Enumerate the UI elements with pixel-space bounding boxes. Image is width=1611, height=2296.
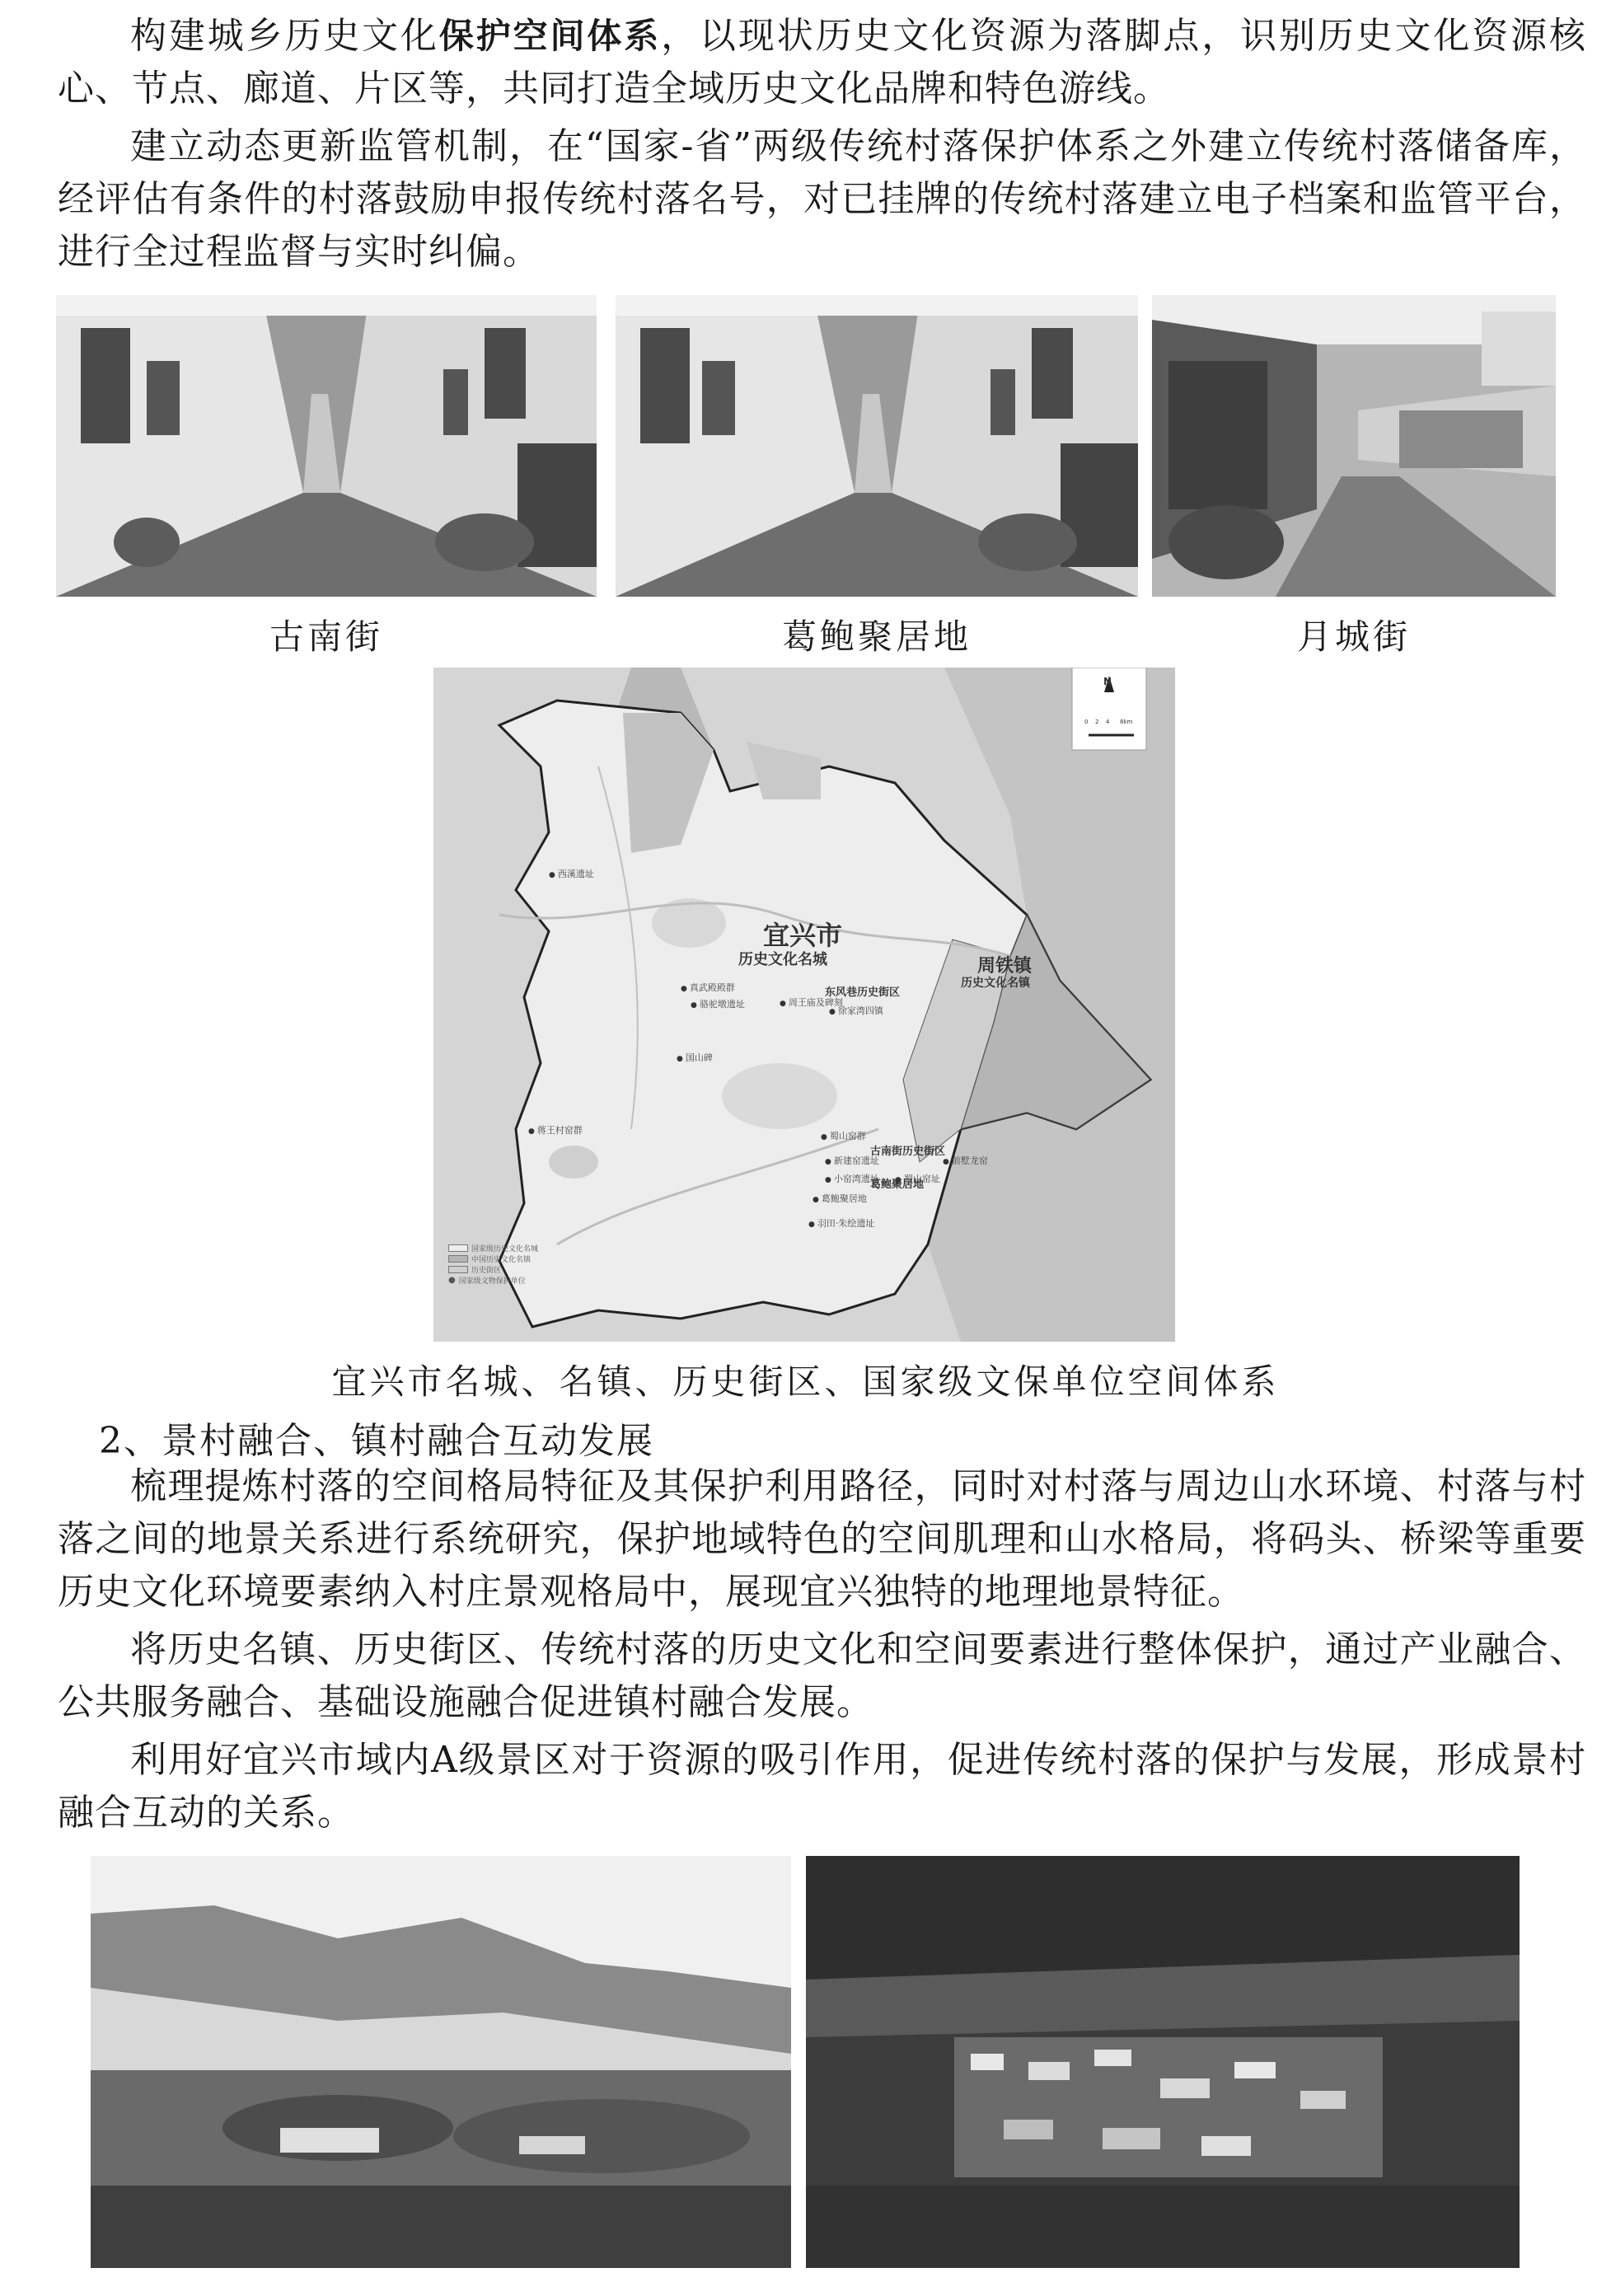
map-site-guoshanbei: ● 国山碑 xyxy=(677,1051,713,1064)
intro-paragraph-2: 建立动态更新监管机制，在“国家-省”两级传统村落保护体系之外建立传统村落储备库，经评估有条件的村落鼓励申报传统村落名号，对已挂牌的传统村落建立电子档案和监管平台，进行全过程监督与实时纠偏。 xyxy=(58,125,1586,273)
map-site-qianshu: ● 前墅龙窑 xyxy=(943,1154,988,1167)
legend-item: 国家级历史文化名城 xyxy=(448,1243,538,1253)
map-city-name: 宜兴市 xyxy=(763,920,843,951)
section-2-title: 2、景村融合、镇村融合互动发展 xyxy=(99,1420,654,1462)
map-district-gebao: 葛鲍聚居地 xyxy=(870,1178,925,1191)
caption-yuecheng-street: 月城街 xyxy=(1296,616,1411,657)
map-scale-0: 0 xyxy=(1084,719,1089,725)
legend-item: ● 国家级文物保护单位 xyxy=(448,1276,526,1286)
map-city-sub: 历史文化名城 xyxy=(738,951,827,968)
map-site-shushan: ● 蜀山窑群 xyxy=(821,1129,866,1142)
map-site-luotuodun: ● 骆驼墩遗址 xyxy=(691,997,745,1010)
map-site-jiangwang: ● 蒋王村窑群 xyxy=(528,1123,583,1136)
photo-yuecheng-street xyxy=(1152,295,1556,597)
map-caption: 宜兴市名城、名镇、历史街区、国家级文保单位空间体系 xyxy=(331,1361,1280,1402)
photo-landscape-valley xyxy=(91,1856,791,2268)
legend-item: 历史街区 xyxy=(448,1264,538,1275)
map-town-name: 周铁镇 xyxy=(977,956,1033,977)
map-site-zhouwangmiao: ● 周王庙及碑刻 xyxy=(780,996,843,1009)
caption-gunan-street: 古南街 xyxy=(269,616,383,657)
map-site-zhenwudian: ● 真武殿殿群 xyxy=(681,981,735,994)
map-scale-2: 2 xyxy=(1095,719,1099,725)
intro-p1-text-a: 构建城乡历史文化 xyxy=(130,15,439,57)
map-compass: N xyxy=(1103,676,1112,687)
yixing-heritage-map xyxy=(433,668,1175,1342)
intro-paragraph-1 xyxy=(58,10,1586,115)
photo-gebao-settlement xyxy=(616,295,1138,597)
section2-paragraph-3: 利用好宜兴市域内A级景区对于资源的吸引作用，促进传统村落的保护与发展，形成景村融合互动的关系。 xyxy=(58,1739,1586,1834)
map-scale-8: 8km xyxy=(1120,719,1133,725)
map-town-sub: 历史文化名镇 xyxy=(961,977,1030,990)
intro-p1-text-b: ，以现状历史文化资源为落脚点，识别历史文化资源核心、节点、廊道、片区等，共同打造全域历史文化品牌和特色游线。 xyxy=(58,15,1586,110)
map-site-shushanyao: ● 蜀山窑址 xyxy=(895,1172,940,1185)
map-site-xujiawan: ● 徐家湾四镇 xyxy=(829,1004,883,1017)
map-scale-4: 4 xyxy=(1106,719,1110,725)
photo-gunan-street xyxy=(56,295,597,597)
map-site-xinjianyao: ● 新建窑遗址 xyxy=(825,1154,879,1167)
map-district-dongfeng: 东风巷历史街区 xyxy=(825,986,901,999)
section2-paragraph-2: 将历史名镇、历史街区、传统村落的历史文化和空间要素进行整体保护，通过产业融合、公共服务融合、基础设施融合促进镇村融合发展。 xyxy=(58,1628,1586,1723)
map-site-yutian: ● 羽田·朱绘遗址 xyxy=(808,1216,874,1230)
map-site-xiaoyaowan: ● 小窑湾遗址 xyxy=(825,1172,879,1185)
caption-gebao-settlement: 葛鲍聚居地 xyxy=(781,616,972,657)
section2-paragraph-1: 梳理提炼村落的空间格局特征及其保护利用路径，同时对村落与周边山水环境、村落与村落之间的地景关系进行系统研究，保护地域特色的空间肌理和山水格局，将码头、桥梁等重要历史文化环境要素纳入村庄景观格局中，展现宜兴独特的地理地景特征。 xyxy=(58,1465,1586,1613)
map-site-gebao: ● 葛鲍聚居地 xyxy=(813,1192,867,1205)
photo-village-aerial xyxy=(806,1856,1520,2268)
map-legend xyxy=(448,1243,538,1286)
legend-item: 中国历史文化名镇 xyxy=(448,1253,538,1264)
map-district-gunan: 古南街历史街区 xyxy=(870,1146,946,1158)
map-site-xixi: ● 西溪遗址 xyxy=(549,867,594,880)
intro-p1-bold: 保护空间体系 xyxy=(438,16,662,56)
